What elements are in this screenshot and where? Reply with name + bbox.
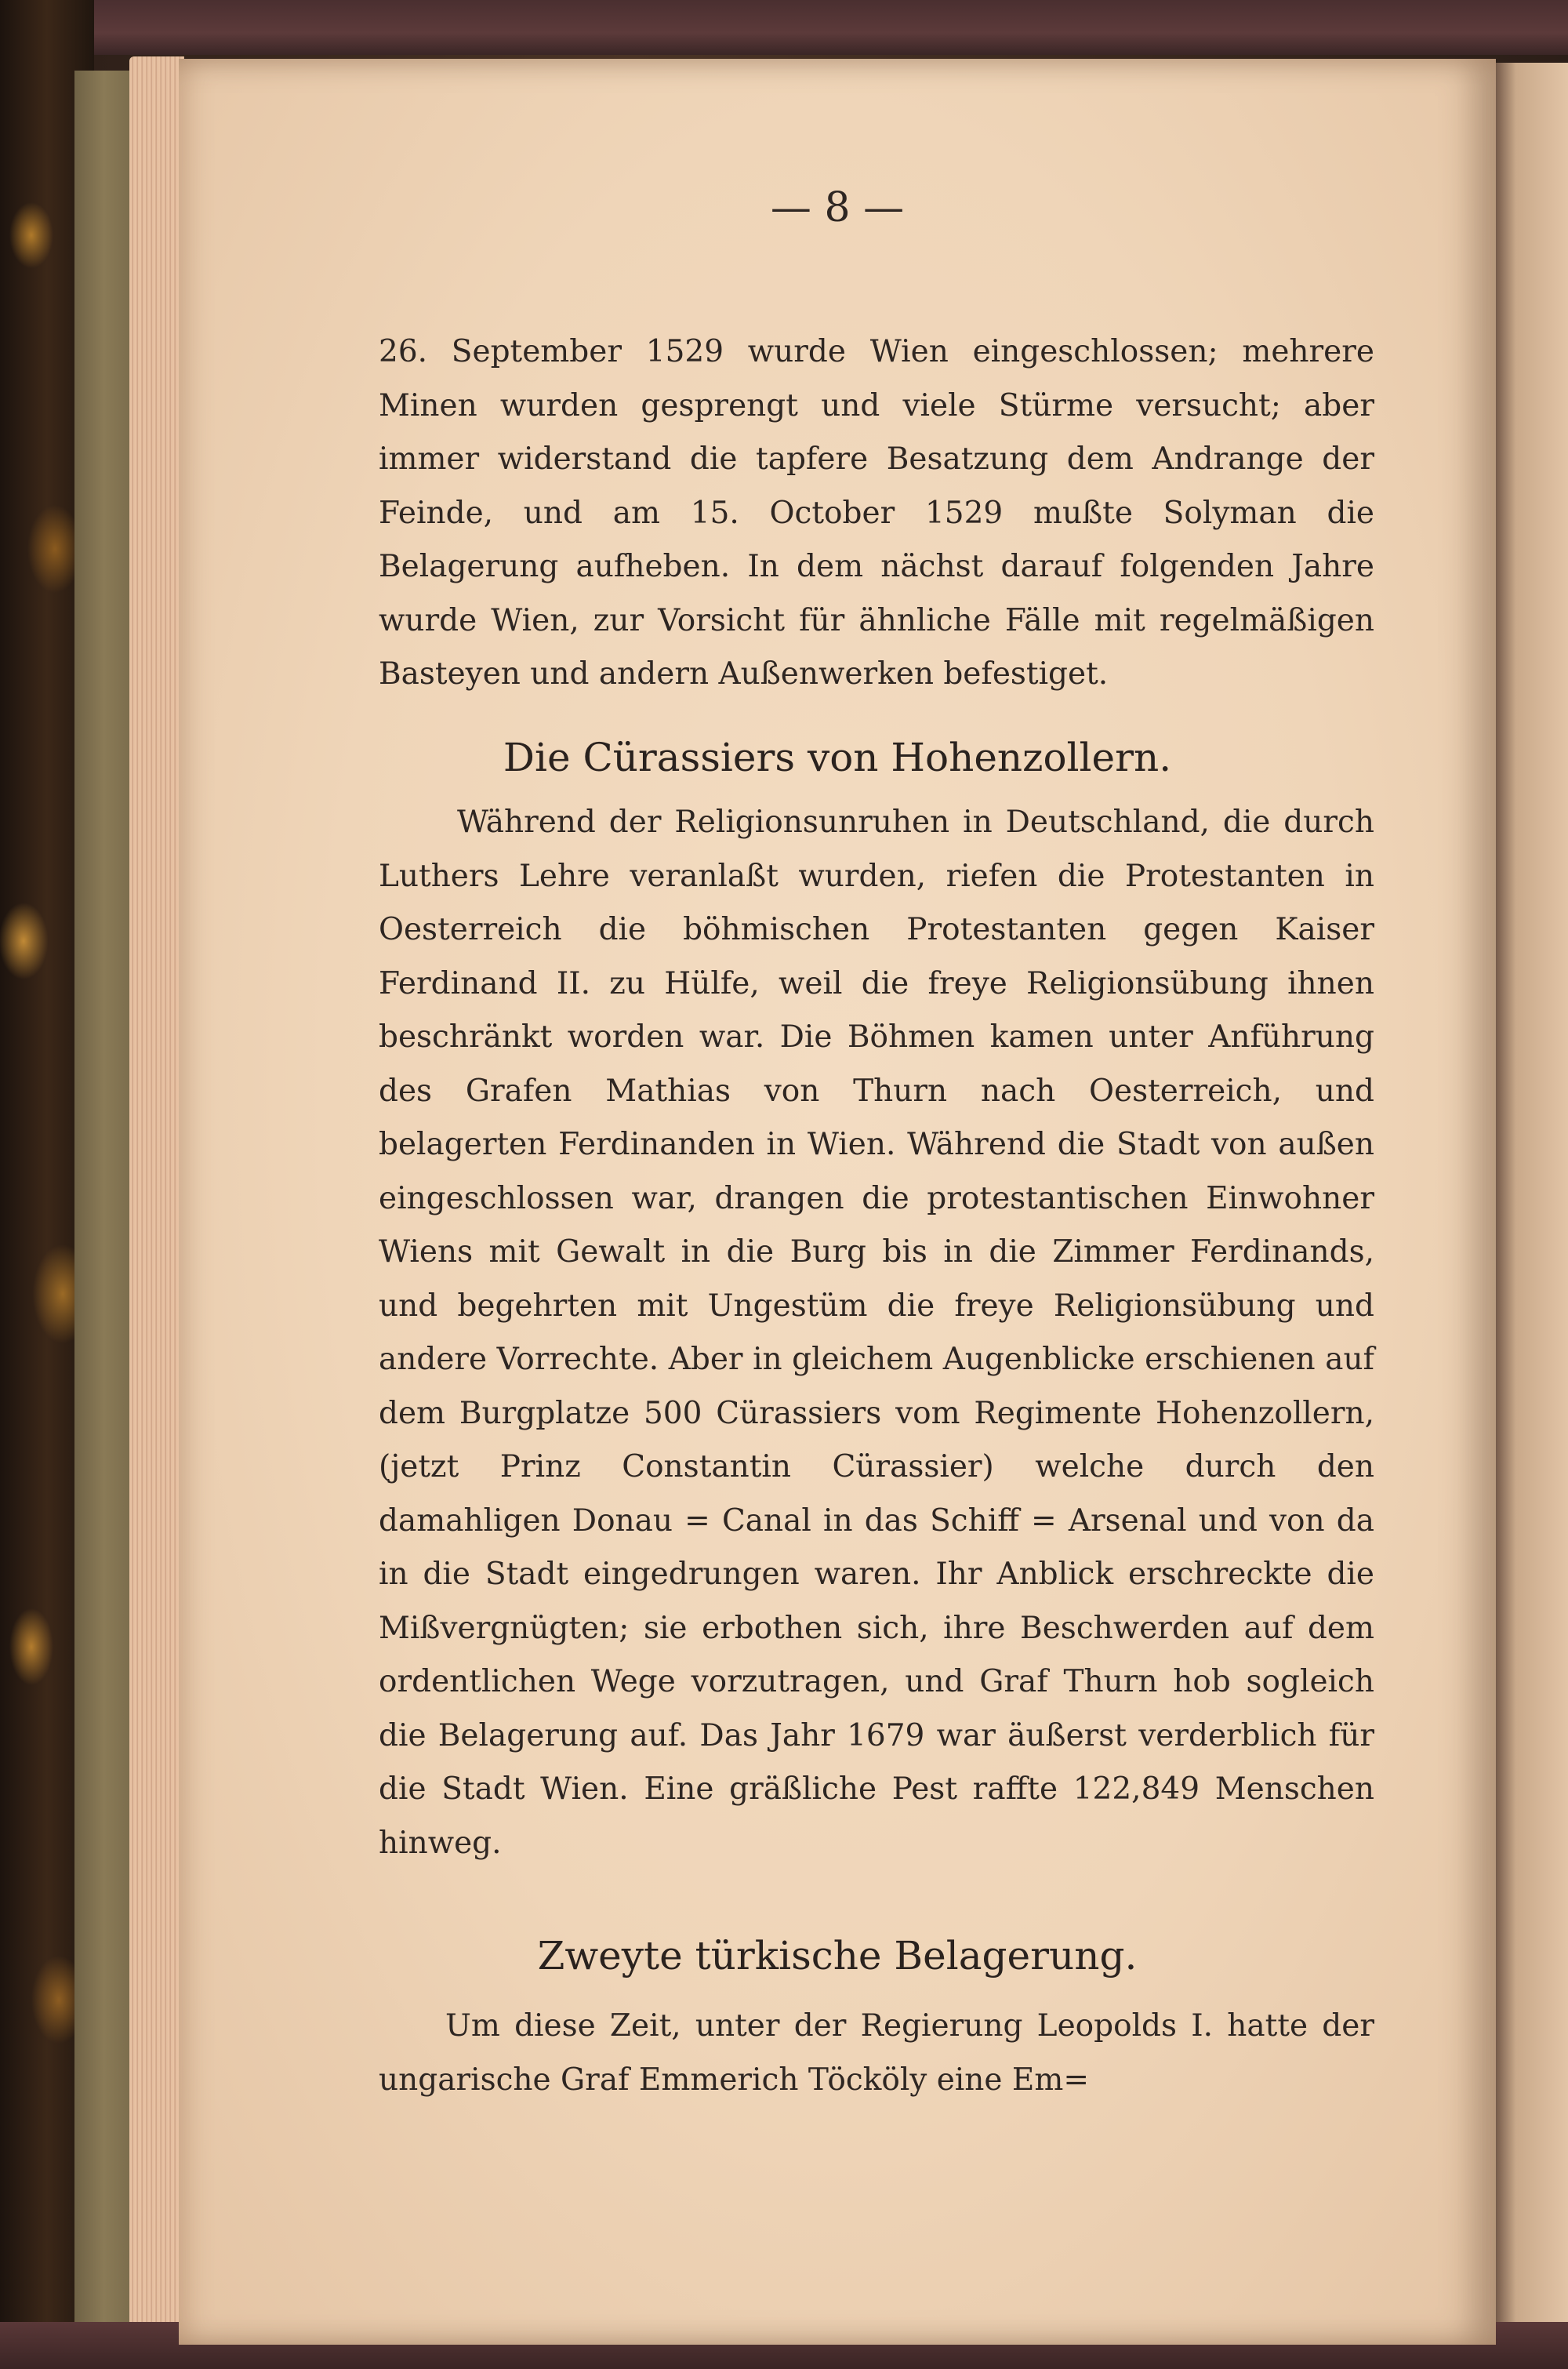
section-heading: Die Cürassiers von Hohenzollern.: [503, 735, 1172, 780]
page-number: — 8 —: [770, 184, 905, 231]
board-edge: [74, 71, 133, 2337]
paragraph: 26. September 1529 wurde Wien eingeschlossen; mehrere Minen wurden gesprengt und viele Stürme versucht; aber immer widerstand die tapfere Besatzung dem Andrange der Feinde, und am 15. October 1529 mußte Solyman die Belagerung aufheben. In dem nächst darauf folgenden Jahre wurde Wien, zur Vorsicht für ähnliche Fälle mit regelmäßigen Basteyen und andern Außenwerken befestiget.: [379, 334, 1374, 692]
book-page: [179, 59, 1496, 2345]
facing-page-edge: [1494, 63, 1568, 2345]
book-cover-top: [0, 0, 1568, 55]
section-heading: Zweyte türkische Belagerung.: [537, 1933, 1138, 1978]
paragraph: Um diese Zeit, unter der Regierung Leopolds I. hatte der ungarische Graf Emmerich Töcköly eine Em=: [379, 2008, 1374, 2098]
paragraph: Während der Religionsunruhen in Deutschland, die durch Luthers Lehre veranlaßt wurden, riefen die Protestanten in Oesterreich die böhmischen Protestanten gegen Kaiser Ferdinand II. zu Hülfe, weil die freye Religionsübung ihnen beschränkt worden war. Die Böhmen kamen unter Anführung des Grafen Mathias von Thurn nach Oesterreich, und belagerten Ferdinanden in Wien. Während die Stadt von außen eingeschlossen war, drangen die protestantischen Einwohner Wiens mit Gewalt in die Burg bis in die Zimmer Ferdinands, und begehrten mit Ungestüm die freye Religionsübung und andere Vorrechte. Aber in gleichem Augenblicke erschienen auf dem Burgplatze 500 Cürassiers vom Regimente Hohenzollern, (jetzt Prinz Constantin Cürassier) welche durch den damahligen Donau = Canal in das Schiff = Arsenal und von da in die Stadt eingedrungen waren. Ihr Anblick erschreckte die Mißvergnügten; sie erbothen sich, ihre Beschwerden auf dem ordentlichen Wege vorzutragen, und Graf Thurn hob sogleich die Belagerung auf. Das Jahr 1679 war äußerst verderblich für die Stadt Wien. Eine gräßliche Pest raffte 122,849 Menschen hinweg.: [379, 805, 1374, 1861]
page-stack-edge: [129, 56, 184, 2354]
